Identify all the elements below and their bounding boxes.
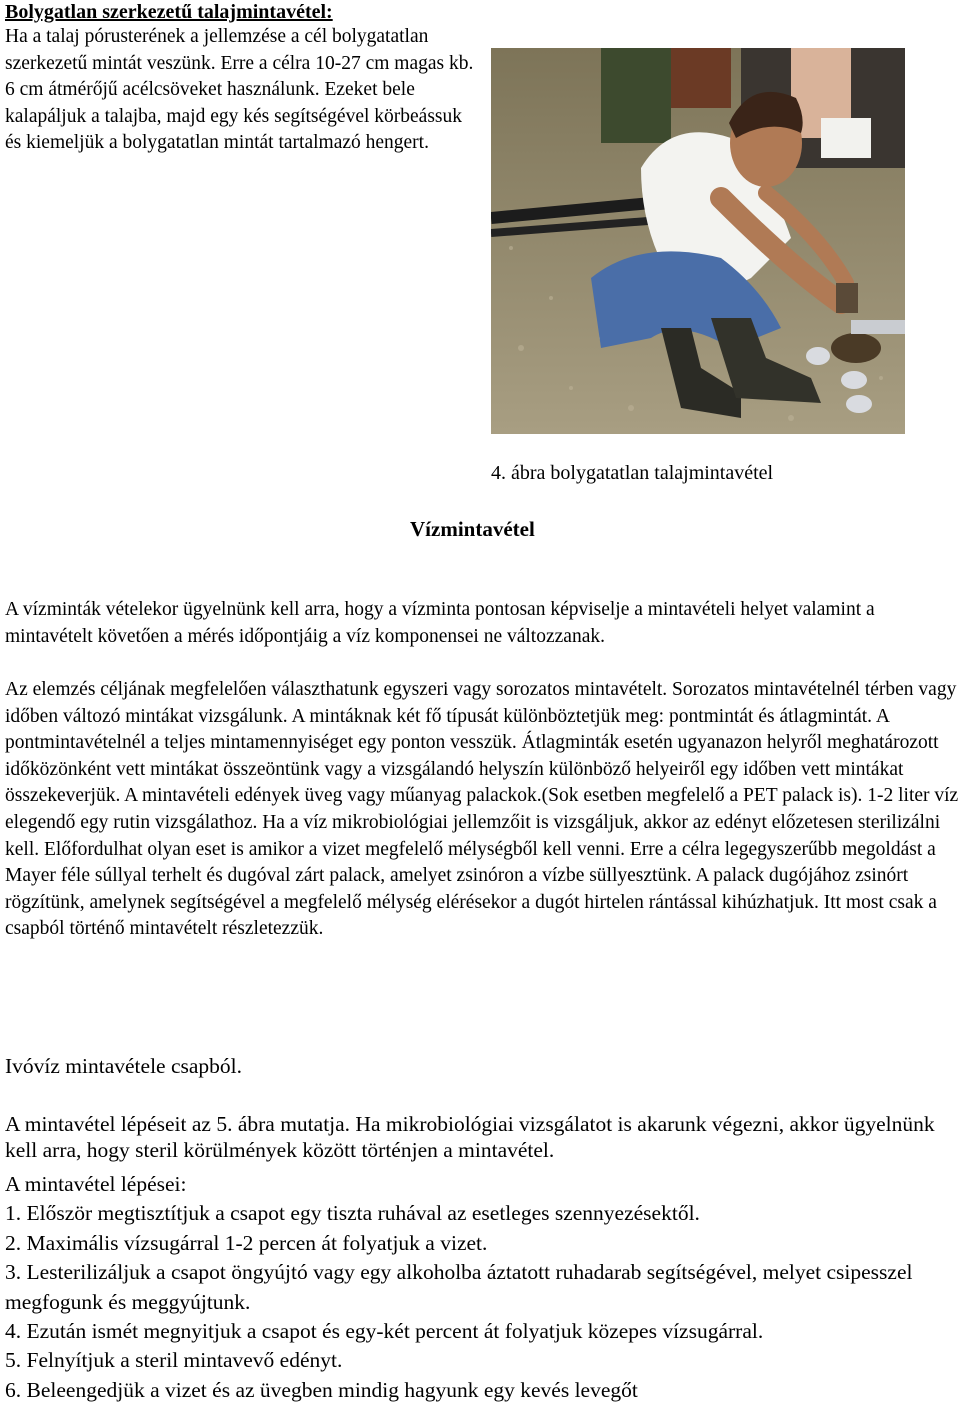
intro-paragraph: Ha a talaj pórusterének a jellemzése a cél bolygatatlan szerkezetű mintát veszünk. Erre a célra 10-27 cm magas kb. 6 cm átmérőjű acélcsöveket használunk. Ezeket bele kalapáljuk a talajba, majd egy kés segítségével körbeássuk és kiemeljük a bolygatatlan mintát tartalmazó hengert. xyxy=(5,26,474,154)
steps-title: A mintavétel lépései: xyxy=(5,1172,187,1196)
figure-caption: 4. ábra bolygatatlan talajmintavétel xyxy=(491,462,774,484)
soil-sampling-photo xyxy=(491,48,905,434)
water-sampling-paragraph-2: Az elemzés céljának megfelelően választhatunk egyszeri vagy sorozatos mintavételt. Sorozatos mintavételnél térben vagy időben változó mintákat vizsgálunk. A mintáknak két fő típusát különböztetjük meg: pontmintát és átlagmintát. A pontmintavételnél a teljes mintamennyiséget egy ponton vesszük. Átlagminták esetén ugyanazon helyről meghatározott időközönként vett mintákat összeöntünk vagy a vizsgálandó helyszín különböző helyeiről egy időben vett mintákat összekeverjük. A mintavételi edények üveg vagy műanyag palackok.(Sok esetben megfelelő a PET palack is). 1-2 liter víz elegendő egy rutin vizsgálathoz. Ha a víz mikrobiológiai jellemzőit is vizsgáljuk, akkor az edényt előzetesen sterilizálni kell. Előfordulhat olyan eset is amikor a vizet megfelelő mélységből kell venni. Erre a célra legegyszerűbb megoldást a Mayer féle súllyal terhelt és dugóval zárt palack, amelyet zsinóron a vízbe süllyesztünk. A palack dugójához zsinórt rögzítünk, amelynek segítségével a megfelelő mélység elérésekor a dugót hirtelen rántással kihúzhatjuk. Itt most csak a csapból történő mintavételt részletezzük. xyxy=(5,679,959,940)
tap-water-subheading: Ivóvíz mintavétele csapból. xyxy=(5,1054,243,1078)
step-item: 5. Felnyítjuk a steril mintavevő edényt. xyxy=(5,1348,343,1373)
step-item: 1. Először megtisztítjuk a csapot egy tiszta ruhával az esetleges szennyezésektől. xyxy=(5,1201,700,1226)
step-item: 6. Beleengedjük a vizet és az üvegben mindig hagyunk egy kevés levegőt xyxy=(5,1377,638,1402)
water-sampling-paragraph-1: A vízminták vételekor ügyelnünk kell arra, hogy a vízminta pontosan képviselje a mintavételi helyet valamint a mintavételt követően a mérés időpontjáig a víz komponensei ne változzanak. xyxy=(5,599,875,647)
sampling-steps-list xyxy=(5,1170,960,1405)
step-item: 2. Maximális vízsugárral 1-2 percen át folyatjuk a vizet. xyxy=(5,1230,488,1255)
step-item: 3. Lesterilizáljuk a csapot öngyújtó vagy egy alkoholba áztatott ruhadarab segítségével, melyet csipesszel megfogunk és meggyújtunk. xyxy=(5,1260,913,1314)
intro-title: Bolygatlan szerkezetű talajmintavétel: xyxy=(5,1,333,23)
sampling-steps-intro: A mintavétel lépéseit az 5. ábra mutatja. Ha mikrobiológiai vizsgálatot is akarunk végezni, akkor ügyelnünk kell arra, hogy steril körülmények között történjen a mintavétel. xyxy=(5,1112,935,1162)
section-heading: Vízmintavétel xyxy=(410,517,535,541)
step-item: 4. Ezután ismét megnyitjuk a csapot és egy-két percent át folyatjuk közepes vízsugárral. xyxy=(5,1319,764,1344)
